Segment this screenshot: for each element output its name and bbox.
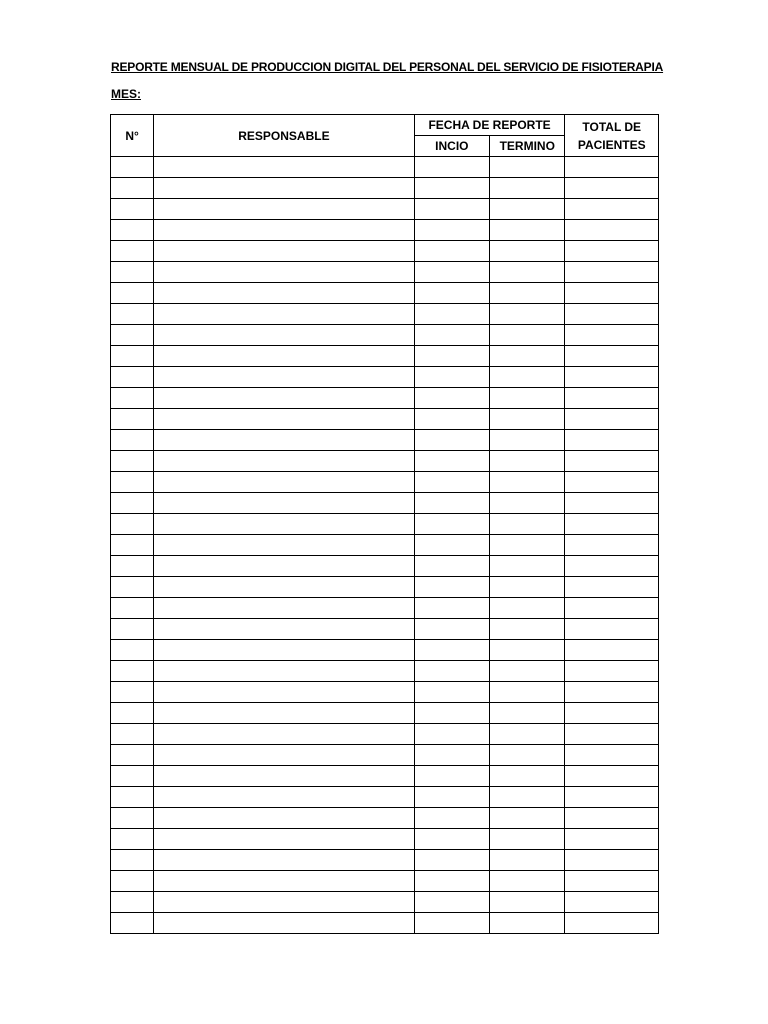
cell-number [111, 640, 154, 661]
cell-start-date [414, 304, 489, 325]
cell-end-date [490, 703, 565, 724]
cell-start-date [414, 640, 489, 661]
cell-end-date [490, 325, 565, 346]
cell-end-date [490, 724, 565, 745]
cell-responsible [154, 808, 414, 829]
table-row [111, 829, 659, 850]
table-row [111, 451, 659, 472]
cell-start-date [414, 556, 489, 577]
cell-number [111, 409, 154, 430]
cell-responsible [154, 472, 414, 493]
cell-number [111, 220, 154, 241]
cell-number [111, 325, 154, 346]
cell-number [111, 787, 154, 808]
table-row [111, 157, 659, 178]
cell-total-patients [565, 703, 659, 724]
cell-end-date [490, 682, 565, 703]
cell-start-date [414, 703, 489, 724]
cell-end-date [490, 619, 565, 640]
header-total-line1: TOTAL DE [582, 119, 642, 134]
cell-start-date [414, 430, 489, 451]
cell-total-patients [565, 556, 659, 577]
cell-end-date [490, 451, 565, 472]
cell-end-date [490, 157, 565, 178]
cell-responsible [154, 640, 414, 661]
cell-end-date [490, 913, 565, 934]
cell-total-patients [565, 283, 659, 304]
cell-number [111, 493, 154, 514]
table-row [111, 850, 659, 871]
cell-total-patients [565, 493, 659, 514]
cell-number [111, 262, 154, 283]
cell-start-date [414, 871, 489, 892]
cell-start-date [414, 157, 489, 178]
cell-start-date [414, 241, 489, 262]
cell-start-date [414, 745, 489, 766]
cell-responsible [154, 598, 414, 619]
table-row [111, 703, 659, 724]
cell-total-patients [565, 472, 659, 493]
cell-responsible [154, 661, 414, 682]
cell-start-date [414, 766, 489, 787]
cell-number [111, 766, 154, 787]
cell-end-date [490, 220, 565, 241]
cell-end-date [490, 661, 565, 682]
cell-number [111, 598, 154, 619]
cell-start-date [414, 892, 489, 913]
cell-total-patients [565, 766, 659, 787]
cell-end-date [490, 409, 565, 430]
cell-start-date [414, 598, 489, 619]
cell-total-patients [565, 850, 659, 871]
cell-total-patients [565, 724, 659, 745]
cell-responsible [154, 766, 414, 787]
cell-start-date [414, 535, 489, 556]
cell-end-date [490, 850, 565, 871]
cell-start-date [414, 346, 489, 367]
page-title: REPORTE MENSUAL DE PRODUCCION DIGITAL DEL PERSONAL DEL SERVICIO DE FISIOTERAPIA [111, 60, 664, 74]
cell-responsible [154, 514, 414, 535]
header-end-date: TERMINO [490, 136, 565, 157]
cell-end-date [490, 178, 565, 199]
cell-end-date [490, 514, 565, 535]
cell-total-patients [565, 451, 659, 472]
cell-number [111, 430, 154, 451]
cell-total-patients [565, 325, 659, 346]
table-row [111, 577, 659, 598]
cell-responsible [154, 703, 414, 724]
table-row [111, 766, 659, 787]
cell-start-date [414, 724, 489, 745]
cell-responsible [154, 157, 414, 178]
table-row [111, 304, 659, 325]
cell-total-patients [565, 409, 659, 430]
cell-total-patients [565, 745, 659, 766]
cell-start-date [414, 514, 489, 535]
cell-start-date [414, 577, 489, 598]
cell-total-patients [565, 871, 659, 892]
month-label: MES: [111, 87, 141, 101]
table-row [111, 640, 659, 661]
cell-total-patients [565, 241, 659, 262]
cell-total-patients [565, 262, 659, 283]
table-row [111, 199, 659, 220]
cell-number [111, 745, 154, 766]
cell-total-patients [565, 514, 659, 535]
cell-total-patients [565, 619, 659, 640]
header-total-patients [565, 115, 659, 157]
cell-total-patients [565, 535, 659, 556]
cell-number [111, 472, 154, 493]
table-row [111, 262, 659, 283]
cell-responsible [154, 451, 414, 472]
cell-end-date [490, 640, 565, 661]
cell-responsible [154, 262, 414, 283]
cell-start-date [414, 199, 489, 220]
cell-number [111, 178, 154, 199]
cell-end-date [490, 787, 565, 808]
cell-total-patients [565, 220, 659, 241]
cell-total-patients [565, 913, 659, 934]
cell-responsible [154, 430, 414, 451]
cell-end-date [490, 577, 565, 598]
table-row [111, 346, 659, 367]
cell-start-date [414, 409, 489, 430]
cell-end-date [490, 472, 565, 493]
cell-start-date [414, 262, 489, 283]
cell-number [111, 808, 154, 829]
header-number: N° [111, 115, 154, 157]
header-start-date: INCIO [414, 136, 489, 157]
cell-total-patients [565, 178, 659, 199]
cell-total-patients [565, 430, 659, 451]
cell-responsible [154, 388, 414, 409]
cell-number [111, 346, 154, 367]
cell-start-date [414, 829, 489, 850]
cell-responsible [154, 787, 414, 808]
cell-responsible [154, 493, 414, 514]
cell-number [111, 892, 154, 913]
cell-end-date [490, 304, 565, 325]
cell-total-patients [565, 157, 659, 178]
table-row [111, 808, 659, 829]
report-table [110, 114, 659, 934]
cell-total-patients [565, 346, 659, 367]
report-table-body [111, 157, 659, 934]
table-row [111, 619, 659, 640]
cell-number [111, 913, 154, 934]
cell-responsible [154, 409, 414, 430]
table-row [111, 682, 659, 703]
cell-end-date [490, 598, 565, 619]
table-row [111, 598, 659, 619]
cell-number [111, 577, 154, 598]
cell-responsible [154, 220, 414, 241]
table-row [111, 892, 659, 913]
header-responsible: RESPONSABLE [154, 115, 414, 157]
cell-number [111, 661, 154, 682]
cell-end-date [490, 871, 565, 892]
cell-responsible [154, 241, 414, 262]
cell-number [111, 388, 154, 409]
table-row [111, 556, 659, 577]
cell-total-patients [565, 199, 659, 220]
cell-number [111, 871, 154, 892]
cell-responsible [154, 577, 414, 598]
cell-start-date [414, 472, 489, 493]
cell-number [111, 304, 154, 325]
table-row [111, 535, 659, 556]
cell-responsible [154, 556, 414, 577]
cell-total-patients [565, 640, 659, 661]
cell-number [111, 241, 154, 262]
cell-start-date [414, 388, 489, 409]
cell-number [111, 367, 154, 388]
cell-total-patients [565, 829, 659, 850]
cell-total-patients [565, 367, 659, 388]
table-row [111, 367, 659, 388]
cell-number [111, 619, 154, 640]
cell-responsible [154, 535, 414, 556]
cell-total-patients [565, 577, 659, 598]
cell-start-date [414, 178, 489, 199]
cell-responsible [154, 871, 414, 892]
cell-responsible [154, 913, 414, 934]
cell-number [111, 199, 154, 220]
cell-start-date [414, 367, 489, 388]
cell-total-patients [565, 787, 659, 808]
cell-number [111, 682, 154, 703]
table-row [111, 220, 659, 241]
table-row [111, 514, 659, 535]
cell-end-date [490, 199, 565, 220]
cell-total-patients [565, 661, 659, 682]
cell-responsible [154, 682, 414, 703]
cell-number [111, 283, 154, 304]
cell-start-date [414, 913, 489, 934]
cell-responsible [154, 367, 414, 388]
table-row [111, 409, 659, 430]
cell-responsible [154, 199, 414, 220]
cell-responsible [154, 724, 414, 745]
cell-end-date [490, 829, 565, 850]
cell-end-date [490, 745, 565, 766]
cell-start-date [414, 451, 489, 472]
table-row [111, 661, 659, 682]
cell-total-patients [565, 598, 659, 619]
cell-responsible [154, 829, 414, 850]
header-report-date: FECHA DE REPORTE [414, 115, 565, 136]
cell-responsible [154, 892, 414, 913]
cell-start-date [414, 682, 489, 703]
cell-end-date [490, 262, 565, 283]
cell-end-date [490, 367, 565, 388]
cell-end-date [490, 430, 565, 451]
table-row [111, 913, 659, 934]
cell-start-date [414, 787, 489, 808]
table-row [111, 871, 659, 892]
report-table-header [111, 115, 659, 157]
table-row [111, 388, 659, 409]
cell-responsible [154, 304, 414, 325]
cell-responsible [154, 619, 414, 640]
table-row [111, 325, 659, 346]
cell-start-date [414, 493, 489, 514]
cell-end-date [490, 283, 565, 304]
cell-number [111, 829, 154, 850]
cell-responsible [154, 325, 414, 346]
cell-total-patients [565, 682, 659, 703]
cell-responsible [154, 346, 414, 367]
cell-number [111, 157, 154, 178]
cell-total-patients [565, 388, 659, 409]
cell-end-date [490, 535, 565, 556]
cell-start-date [414, 283, 489, 304]
cell-responsible [154, 283, 414, 304]
cell-total-patients [565, 304, 659, 325]
table-row [111, 745, 659, 766]
table-row [111, 724, 659, 745]
cell-start-date [414, 661, 489, 682]
table-row [111, 493, 659, 514]
cell-end-date [490, 766, 565, 787]
cell-number [111, 850, 154, 871]
cell-number [111, 535, 154, 556]
cell-end-date [490, 892, 565, 913]
cell-start-date [414, 808, 489, 829]
cell-number [111, 703, 154, 724]
cell-number [111, 514, 154, 535]
cell-responsible [154, 850, 414, 871]
cell-total-patients [565, 808, 659, 829]
cell-start-date [414, 850, 489, 871]
table-row [111, 787, 659, 808]
cell-number [111, 556, 154, 577]
cell-end-date [490, 556, 565, 577]
cell-start-date [414, 220, 489, 241]
header-total-line2: PACIENTES [577, 137, 646, 152]
table-row [111, 283, 659, 304]
cell-start-date [414, 325, 489, 346]
cell-total-patients [565, 892, 659, 913]
cell-responsible [154, 178, 414, 199]
cell-end-date [490, 388, 565, 409]
cell-end-date [490, 808, 565, 829]
cell-start-date [414, 619, 489, 640]
table-row [111, 178, 659, 199]
cell-end-date [490, 241, 565, 262]
cell-number [111, 451, 154, 472]
table-row [111, 472, 659, 493]
table-row [111, 241, 659, 262]
table-row [111, 430, 659, 451]
cell-end-date [490, 346, 565, 367]
cell-end-date [490, 493, 565, 514]
cell-number [111, 724, 154, 745]
cell-responsible [154, 745, 414, 766]
